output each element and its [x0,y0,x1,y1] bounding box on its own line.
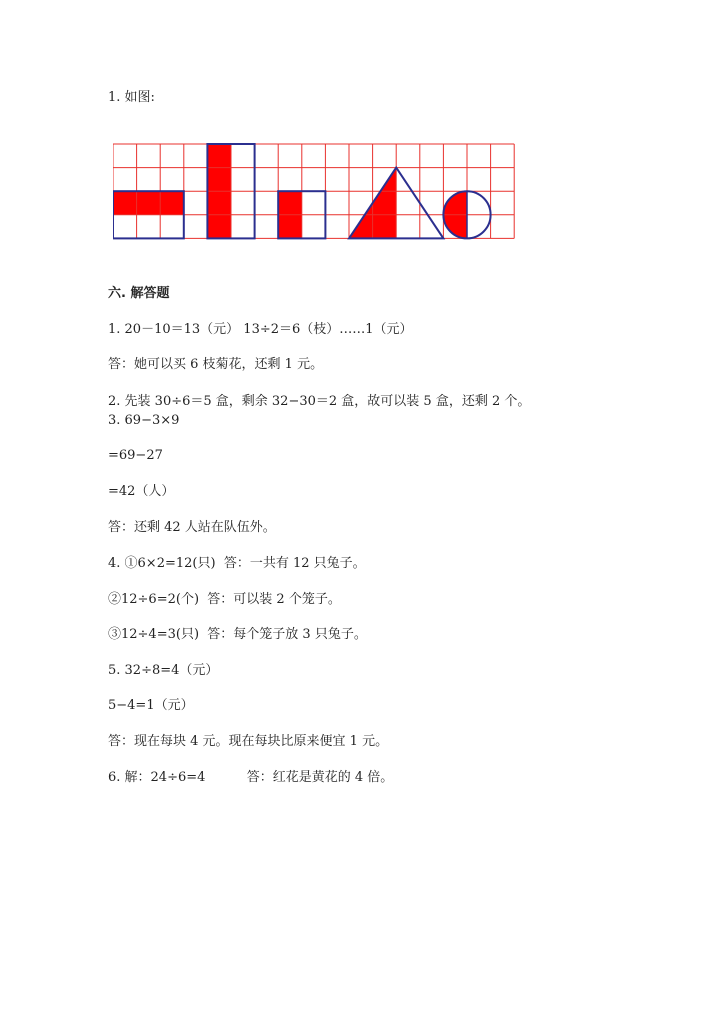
section-heading: 六. 解答题 [108,286,170,301]
answer-line-1: 1. 20－10＝13（元） 13÷2＝6（枝）……1（元） [108,322,413,337]
answer-line-6: =42（人） [108,484,175,499]
answer-line-7: 答：还剩 42 人站在队伍外。 [108,520,276,535]
filled-square [207,215,231,239]
filled-square [160,191,184,215]
filled-square [278,191,302,215]
answer-line-12: 5−4=1（元） [108,698,194,713]
filled-square [113,191,137,215]
answer-line-11: 5. 32÷8=4（元） [108,663,219,678]
filled-square [207,168,231,192]
answer-line-8: 4. ①6×2=12(只) 答：一共有 12 只兔子。 [108,556,366,571]
answer-line-14: 6. 解：24÷6=4 答：红花是黄花的 4 倍。 [108,770,394,785]
answer-line-9: ②12÷6=2(个) 答：可以装 2 个笼子。 [108,592,341,607]
answer-line-5: =69−27 [108,448,163,463]
filled-square [207,191,231,215]
filled-square [278,215,302,239]
item1-label: 1. 如图: [108,90,155,105]
answer-line-10: ③12÷4=3(只) 答：每个笼子放 3 只兔子。 [108,627,367,642]
answer-line-2: 答：她可以买 6 枝菊花，还剩 1 元。 [108,357,324,372]
answer-line-3: 2. 先装 30÷6＝5 盒，剩余 32−30＝2 盒，故可以装 5 盒，还剩 2 个。 [108,394,531,409]
grid-shapes-figure [113,142,521,246]
filled-square [137,191,161,215]
answer-line-4: 3. 69−3×9 [108,413,180,428]
answer-line-13: 答：现在每块 4 元。现在每块比原来便宜 1 元。 [108,734,389,749]
filled-square [207,144,231,168]
